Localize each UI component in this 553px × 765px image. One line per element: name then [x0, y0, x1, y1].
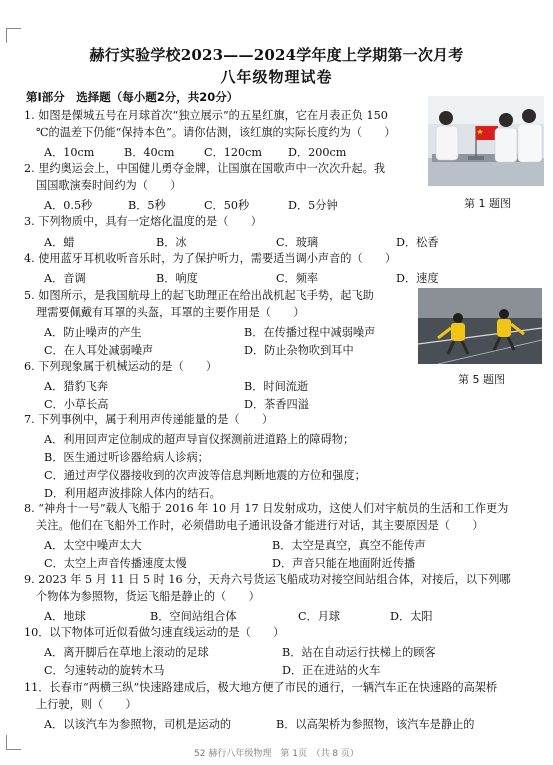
- question-3-option-b: B．冰: [156, 236, 187, 249]
- question-8-option-c: C．太空上声音传播速度太慢: [44, 557, 187, 570]
- question-1-option-b: B．40cm: [124, 146, 175, 159]
- question-2-option-b: B．5秒: [128, 199, 166, 212]
- question-10-option-d: D．正在进站的火车: [282, 664, 381, 677]
- question-10-line-1: 10．以下物体可近似看做匀速直线运动的是（ ）: [24, 626, 285, 639]
- question-5-option-d: D．防止杂物吹到耳中: [244, 344, 354, 357]
- question-11-line-2: 上行驶，则（ ）: [36, 698, 137, 711]
- question-8-line-1: 8. “神舟十一号”载人飞船于 2016 年 10 月 17 日发射成功，这使人们对宇航员的生活和工作更为: [24, 502, 509, 515]
- question-1-line-1: 1. 如图是傈城五号在月球首次“独立展示”的五星红旗，它在月表正负 150: [24, 109, 388, 122]
- question-9-line-2: 个物体为参照物，货运飞船是静止的（ ）: [36, 590, 260, 603]
- question-9-option-d: D．太阳: [390, 610, 433, 623]
- question-4-option-c: C．频率: [276, 272, 319, 285]
- question-1-option-a: A．10cm: [44, 146, 95, 159]
- question-3-option-a: A．蜡: [44, 236, 75, 249]
- question-4-line-1: 4. 使用蓝牙耳机收听音乐时，为了保护听力，需要适当调小声音的（ ）: [24, 252, 397, 265]
- exam-subtitle: 八年级物理试卷: [220, 68, 333, 86]
- question-3-option-c: C．玻璃: [276, 236, 319, 249]
- question-7-option-d: D．利用超声波排除人体内的结石。: [44, 487, 221, 500]
- question-10-option-a: A．离开脚后在草地上滚动的足球: [44, 646, 209, 659]
- figure-5-photo: [418, 288, 542, 364]
- figure-1-image: [428, 96, 544, 186]
- question-4-option-d: D．速度: [396, 272, 439, 285]
- figure-1-photo: [428, 96, 544, 186]
- question-8-option-a: A．太空中噪声太大: [44, 539, 142, 552]
- question-6-line-1: 6. 下列现象属于机械运动的是（ ）: [24, 360, 218, 373]
- question-10-option-c: C．匀速转动的旋转木马: [44, 664, 165, 677]
- crop-mark-top: [6, 28, 21, 43]
- question-5-option-a: A．防止噪声的产生: [44, 326, 142, 339]
- question-2-option-c: C．50秒: [204, 199, 250, 212]
- question-6-option-d: D．茶香四溢: [244, 398, 309, 411]
- question-5-line-2: 理需要佩戴有耳罩的头盔，耳罩的主要作用是（ ）: [36, 306, 305, 319]
- question-11-option-a: A．以该汽车为参照物，司机是运动的: [44, 718, 232, 731]
- question-7-option-c: C．通过声学仪器接收到的次声波等信息判断地震的方位和强度；: [44, 469, 366, 482]
- question-9-option-b: B．空间站组合体: [150, 610, 237, 623]
- question-5-option-b: B．在传播过程中减弱噪声: [244, 326, 376, 339]
- question-3-option-d: D．松香: [396, 236, 439, 249]
- question-4-option-a: A．音调: [44, 272, 86, 285]
- page-footer: 52 赫行八年级物理 第 1页 （共 8 页）: [194, 749, 359, 759]
- question-11-line-1: 11．长春市“两横三纵”快速路建成后，极大地方便了市民的通行，一辆汽车正在快速路的高架桥: [24, 681, 498, 694]
- question-3-line-1: 3. 下列物质中，具有一定熔化温度的是（ ）: [24, 215, 262, 228]
- question-7-line-1: 7. 下列事例中，属于利用声传递能量的是（ ）: [24, 413, 274, 426]
- figure-5-image: [418, 288, 542, 364]
- question-1-line-2: ℃的温差下仍能“保持本色”。请你估测，该红旗的实际长度约为（ ）: [36, 126, 396, 139]
- question-2-line-1: 2. 里约奥运会上，中国健儿勇夺金牌，让国旗在国歌声中一次次升起。我: [24, 162, 386, 175]
- question-10-option-b: B．站在自动运行扶梯上的顾客: [282, 646, 436, 659]
- question-1-option-d: D．200cm: [288, 146, 347, 159]
- question-7-option-a: A．利用回声定位制成的超声导盲仪探测前进道路上的障碍物；: [44, 433, 355, 446]
- question-7-option-b: B．医生通过听诊器给病人诊病；: [44, 451, 209, 464]
- question-6-option-b: B．时间流逝: [244, 380, 309, 393]
- question-4-option-b: B．响度: [156, 272, 198, 285]
- question-5-option-c: C．在人耳处减弱噪声: [44, 344, 154, 357]
- question-9-option-c: C．月球: [298, 610, 341, 623]
- question-11-option-b: B．以高架桥为参照物，该汽车是静止的: [276, 718, 475, 731]
- question-6-option-c: C．小草长高: [44, 398, 109, 411]
- question-2-option-d: D．5分钟: [288, 199, 338, 212]
- question-9-option-a: A．地球: [44, 610, 86, 623]
- question-5-line-1: 5. 如图所示，是我国航母上的起飞助理正在给出战机起飞手势，起飞助: [24, 289, 374, 302]
- question-8-option-b: B．太空是真空，真空不能传声: [272, 539, 426, 552]
- part-heading: 第Ⅰ部分 选择题（每小题2分，共20分）: [26, 90, 239, 104]
- question-9-line-1: 9. 2023 年 5 月 11 日 5 时 16 分，天舟六号货运飞船成功对接空间站组合体，对接后，以下列哪: [24, 573, 511, 586]
- figure-5-caption: 第 5 题图: [458, 373, 505, 386]
- question-1-option-c: C．120cm: [204, 146, 262, 159]
- question-2-line-2: 国国歌演奏时间约为（ ）: [36, 179, 182, 192]
- question-6-option-a: A．猎豹飞奔: [44, 380, 109, 393]
- figure-1-caption: 第 1 题图: [464, 197, 511, 210]
- question-2-option-a: A．0.5秒: [44, 199, 93, 212]
- question-8-line-2: 关注。他们在飞船外工作时，必须借助电子通讯设备才能进行对话，其主要原因是（ ）: [36, 519, 484, 532]
- exam-title: 赫行实验学校2023——2024学年度上学期第一次月考: [89, 46, 464, 64]
- question-8-option-d: D．声音只能在地面附近传播: [272, 557, 416, 570]
